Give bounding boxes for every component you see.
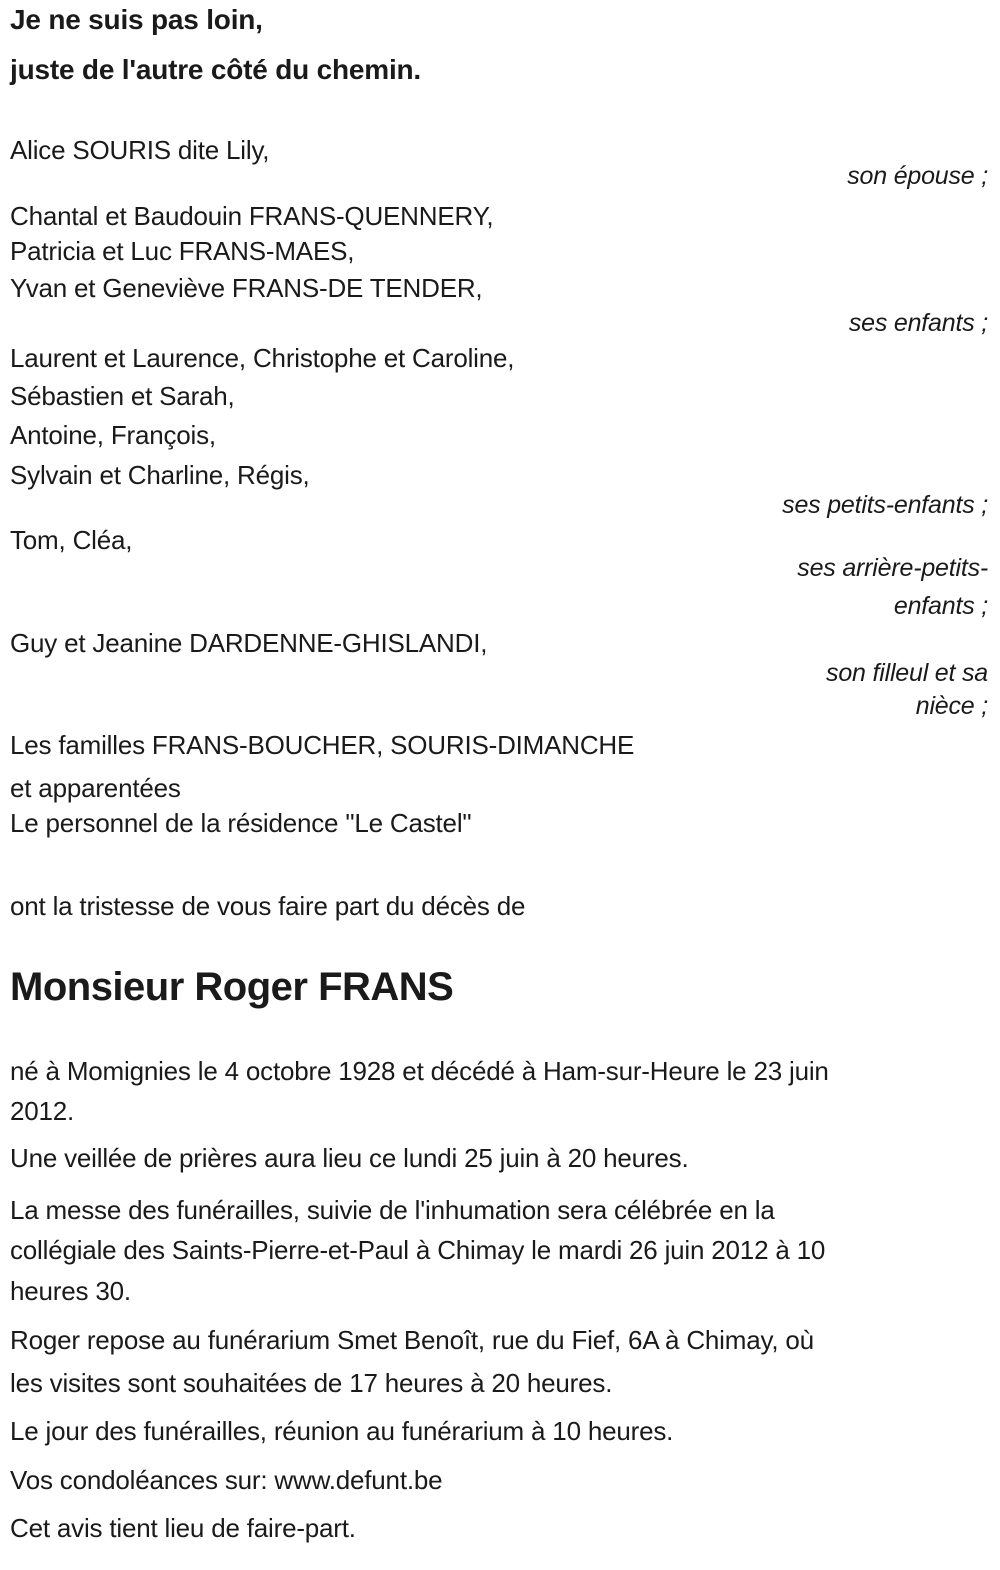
birth-death-line: 2012. (10, 1096, 75, 1126)
mourner-name: Sébastien et Sarah, (10, 381, 235, 411)
mourner-name: Guy et Jeanine DARDENNE-GHISLANDI, (10, 628, 488, 658)
mourner-relation: nièce ; (915, 692, 988, 720)
condolences-line: Vos condoléances sur: www.defunt.be (10, 1465, 443, 1495)
mass-line: La messe des funérailles, suivie de l'inhumation sera célébrée en la (10, 1195, 775, 1225)
mourner-relation: son épouse ; (847, 162, 988, 190)
epigraph-line-2: juste de l'autre côté du chemin. (10, 54, 422, 85)
mourner-relation: son filleul et sa (826, 659, 988, 687)
repose-line: les visites sont souhaitées de 17 heures à 20 heures. (10, 1368, 613, 1398)
mourner-relation: enfants ; (893, 592, 988, 620)
mourner-name: Patricia et Luc FRANS-MAES, (10, 236, 355, 266)
mourner-name: Les familles FRANS-BOUCHER, SOURIS-DIMANCHE (10, 730, 635, 760)
mourner-name: Alice SOURIS dite Lily, (10, 135, 270, 165)
mass-line: collégiale des Saints-Pierre-et-Paul à Chimay le mardi 26 juin 2012 à 10 (10, 1235, 826, 1265)
closing-line: Cet avis tient lieu de faire-part. (10, 1513, 356, 1543)
mourner-name: et apparentées (10, 773, 181, 803)
birth-death-line: né à Momignies le 4 octobre 1928 et décédé à Ham-sur-Heure le 23 juin (10, 1056, 829, 1086)
mourner-name: Chantal et Baudouin FRANS-QUENNERY, (10, 201, 494, 231)
epigraph-line-1: Je ne suis pas loin, (10, 4, 263, 35)
repose-line: Roger repose au funérarium Smet Benoît, rue du Fief, 6A à Chimay, où (10, 1325, 814, 1355)
mourner-name: Antoine, François, (10, 420, 216, 450)
mourner-name: Tom, Cléa, (10, 525, 133, 555)
mourner-relation: ses arrière-petits- (797, 554, 988, 582)
deceased-name-heading: Monsieur Roger FRANS (10, 965, 454, 1009)
mourner-name: Le personnel de la résidence "Le Castel" (10, 808, 472, 838)
mourner-name: Laurent et Laurence, Christophe et Caroline, (10, 343, 515, 373)
mourner-name: Yvan et Geneviève FRANS-DE TENDER, (10, 273, 483, 303)
funeral-day-line: Le jour des funérailles, réunion au funérarium à 10 heures. (10, 1416, 674, 1446)
mourner-name: Sylvain et Charline, Régis, (10, 460, 310, 490)
mass-line: heures 30. (10, 1276, 131, 1306)
announcement-line: ont la tristesse de vous faire part du décès de (10, 891, 526, 921)
mourner-relation: ses enfants ; (848, 309, 988, 337)
vigil-line: Une veillée de prières aura lieu ce lundi 25 juin à 20 heures. (10, 1143, 689, 1173)
mourner-relation: ses petits-enfants ; (782, 491, 988, 519)
